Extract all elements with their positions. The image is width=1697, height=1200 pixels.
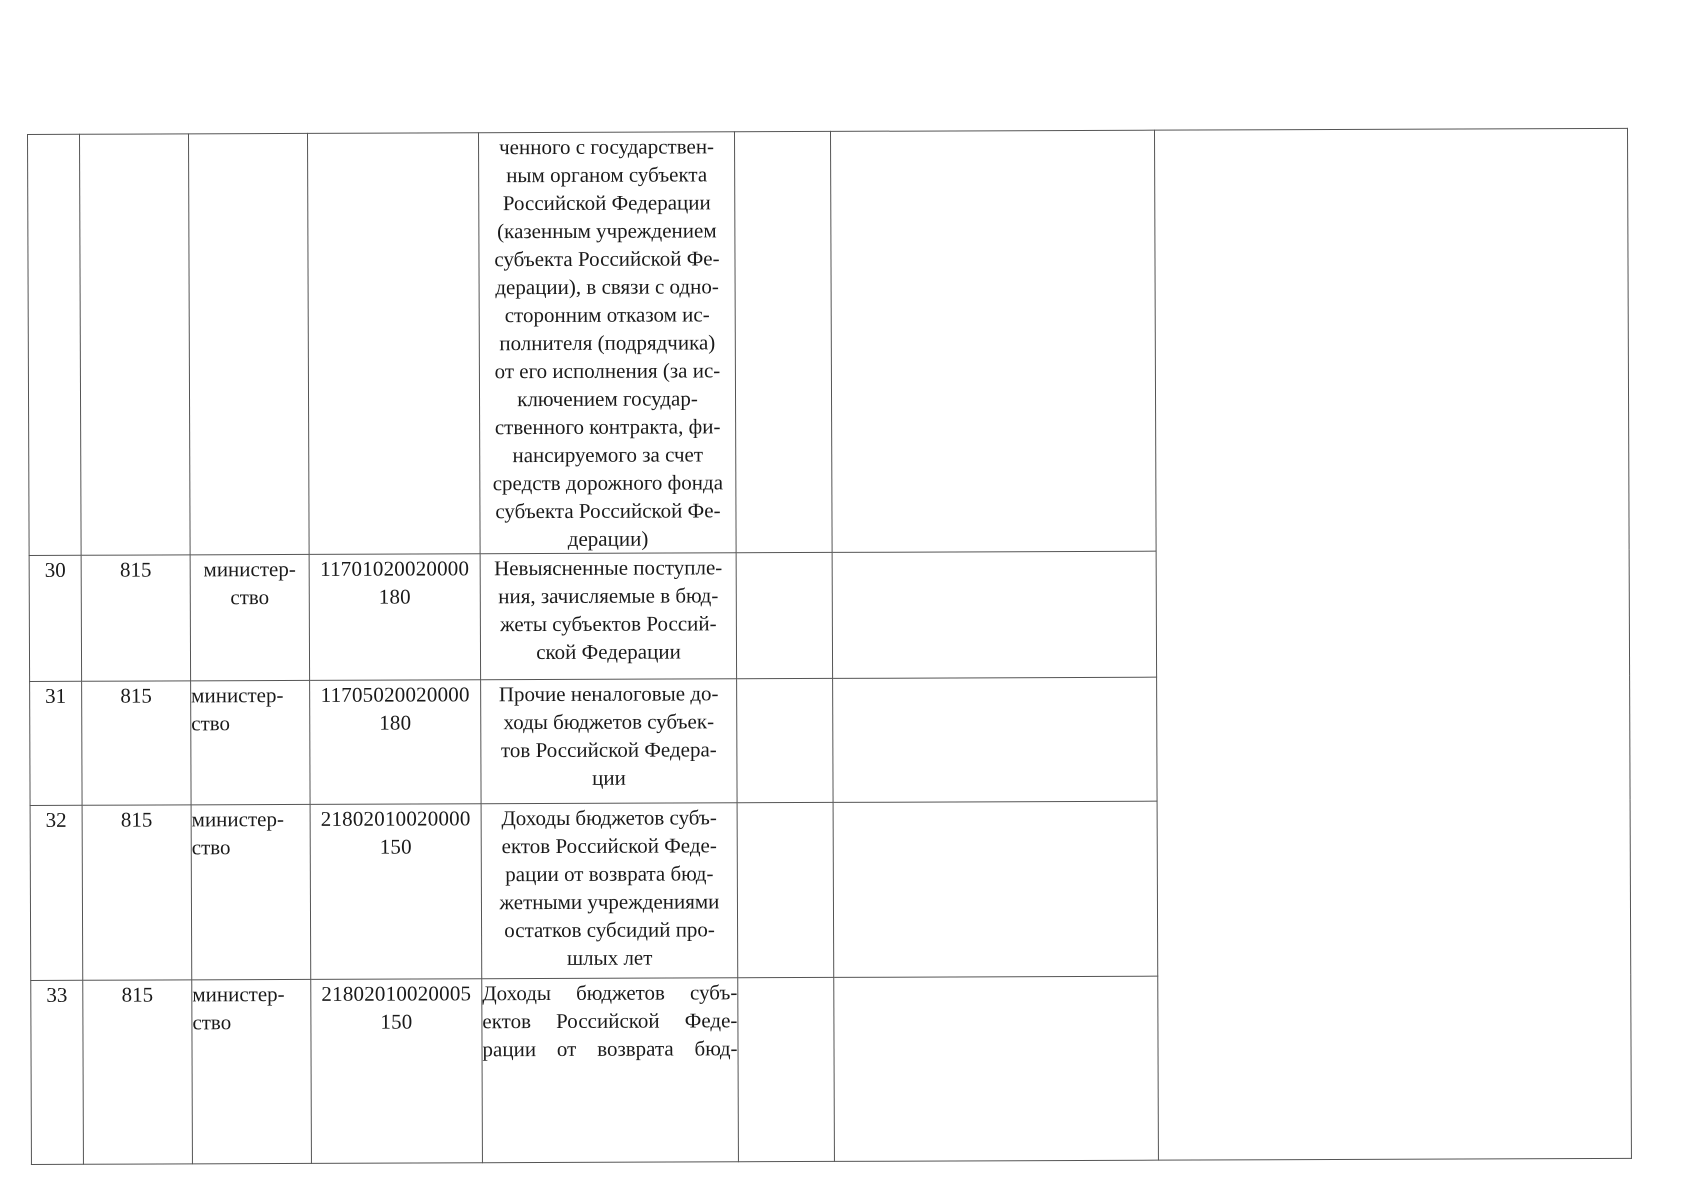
admin-code-cell: 815 [81, 555, 190, 681]
name-line: Доходы бюджетов субъ- [501, 805, 717, 831]
row-number-cell: 30 [29, 555, 81, 681]
name-line: Российской Федерации [502, 190, 711, 216]
empty-cell [734, 131, 832, 552]
kbk-code-cell [307, 133, 480, 555]
name-line: ской Федерации [536, 639, 681, 665]
name-line: Невыясненные поступле- [493, 555, 723, 581]
empty-cell [833, 677, 1157, 802]
empty-cell [832, 551, 1156, 678]
admin-code-cell [80, 134, 191, 555]
name-line: ственного контракта, фи- [494, 414, 721, 440]
name-line: Прочие неналоговые до- [498, 681, 719, 707]
admin-code-cell: 815 [82, 681, 191, 805]
name-line: ния, зачисляемые в бюд- [498, 583, 719, 609]
income-name-cell [480, 553, 736, 680]
name-line: ключением государ- [517, 386, 698, 412]
table-row-continuation [28, 128, 1630, 555]
row-number-cell [28, 134, 82, 555]
name-line: дерации), в связи с одно- [495, 274, 719, 300]
administrator-cell [191, 804, 311, 979]
empty-cell [738, 977, 835, 1161]
empty-cell [737, 802, 834, 977]
kbk-code-cell [309, 554, 480, 681]
empty-cell [833, 801, 1158, 977]
kbk-code-cell [310, 804, 482, 980]
name-line: ции [592, 765, 626, 790]
admin-line: министер- [191, 807, 285, 832]
scanned-page [27, 128, 1631, 1147]
name-line: ченного с государствен- [499, 134, 715, 160]
name-line: жеты субъектов Россий- [500, 611, 717, 637]
name-line: Доходы бюджетов субъ- [482, 980, 738, 1006]
name-line: от его исполнения (за ис- [494, 358, 721, 384]
admin-line: министер- [192, 982, 285, 1007]
kbk-code-cell [311, 979, 483, 1164]
name-line: субъекта Российской Фе- [494, 246, 720, 272]
administrator-cell [190, 554, 309, 680]
name-line: дерации) [567, 526, 649, 551]
administrator-cell [191, 680, 310, 804]
admin-code-cell: 815 [83, 980, 193, 1164]
name-line: (казенным учреждением [497, 218, 717, 244]
income-name-cell [481, 679, 737, 804]
name-line: полнителя (подрядчика) [499, 330, 716, 356]
name-line: ектов Российской Феде- [482, 1008, 738, 1034]
income-administrators-table [27, 128, 1632, 1165]
name-line: сторонним отказом ис- [504, 302, 710, 328]
name-line: ным органом субъекта [506, 162, 708, 188]
empty-cell [736, 552, 832, 678]
administrator-cell [192, 979, 312, 1163]
name-line: тов Российской Федера- [500, 737, 717, 763]
kbk-line: 180 [378, 584, 411, 609]
name-line: средств дорожного фонда [492, 470, 724, 496]
admin-code-cell: 815 [82, 805, 192, 980]
admin-line: министер- [191, 683, 284, 708]
kbk-line: 180 [379, 710, 412, 735]
income-name-cell [478, 132, 736, 554]
merged-empty-cell [1154, 128, 1631, 1160]
empty-cell [834, 976, 1159, 1161]
kbk-line: 11705020020000 [320, 682, 470, 707]
kbk-code-cell [310, 680, 481, 805]
admin-line: ство [192, 1010, 232, 1035]
empty-cell [737, 678, 833, 802]
administrator-cell [189, 133, 310, 554]
name-line: рации от возврата бюд- [505, 861, 714, 887]
name-line: нансируемого за счет [512, 442, 704, 468]
name-line: ходы бюджетов субъек- [503, 709, 715, 735]
kbk-line: 11701020020000 [320, 556, 470, 581]
admin-line: министер- [203, 556, 296, 582]
kbk-line: 150 [380, 1009, 413, 1034]
kbk-line: 150 [379, 834, 412, 859]
row-number-cell: 33 [31, 980, 84, 1164]
kbk-line: 21802010020000 [320, 806, 471, 831]
kbk-line: 21802010020005 [321, 981, 472, 1006]
name-line: остатков субсидий про- [504, 917, 715, 943]
admin-line: ство [191, 711, 231, 736]
name-line: шлых лет [566, 945, 653, 970]
admin-line: ство [191, 835, 231, 860]
name-line: субъекта Российской Фе- [495, 498, 721, 524]
row-number-cell: 32 [30, 805, 83, 980]
name-line: ектов Российской Феде- [501, 833, 717, 859]
name-line: жетными учреждениями [499, 889, 720, 915]
income-name-cell [481, 803, 738, 979]
name-line: рации от возврата бюд- [482, 1036, 738, 1062]
row-number-cell: 31 [30, 681, 82, 805]
admin-line: ство [230, 585, 270, 610]
empty-cell [830, 130, 1156, 552]
income-name-cell [482, 978, 739, 1163]
